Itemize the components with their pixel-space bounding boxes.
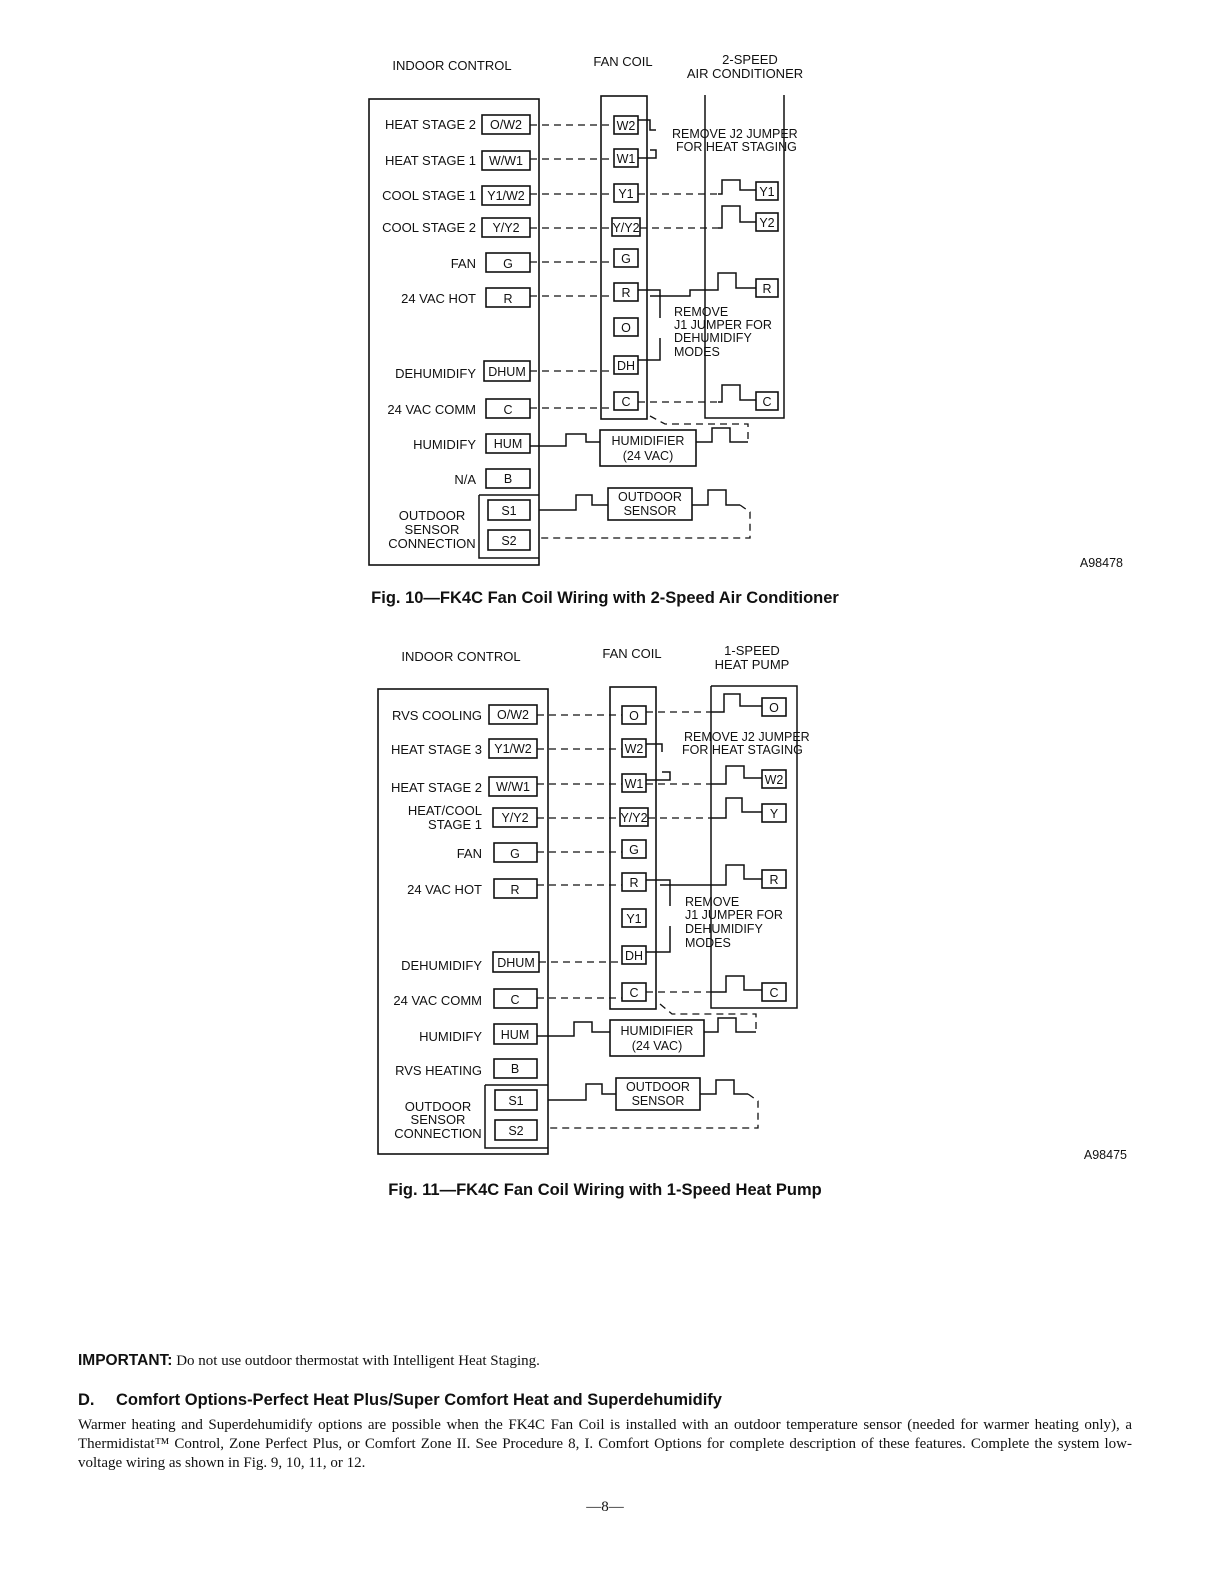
fig11-label-heat-stage-3: HEAT STAGE 3 [390, 742, 482, 757]
fig11-terminal-y-y2: Y/Y2 [501, 811, 529, 825]
fig11-terminal-dhum: DHUM [497, 956, 535, 970]
fig10-fc-terminal-w2: W2 [616, 119, 636, 133]
fig10-label-heat-stage-1: HEAT STAGE 1 [384, 153, 476, 168]
fig10-label-heat-stage-2: HEAT STAGE 2 [384, 117, 476, 132]
fig11-fc-terminal-w1: W1 [624, 777, 644, 791]
fig10-j1-note-line3: DEHUMIDIFY [674, 331, 752, 345]
fig11-header-unit-line1: 1-SPEED [724, 643, 780, 658]
fig11-j1-note-line3: DEHUMIDIFY [685, 922, 763, 936]
fig11-fc-terminal-r: R [629, 876, 639, 890]
comfort-options-paragraph: Warmer heating and Superdehumidify options are possible when the FK4C Fan Coil is installed with an outdoor temperature sensor (needed for warmer heating only), a Thermidistat™ Control, Zone Perfect Plus, or Comfort Zone II. See Procedure 8, I. Comfort Options for complete description of these features. Complete the system low-voltage wiring as shown in Fig. 9, 10, 11, or 12. [78, 1417, 1132, 1471]
fig10-header-indoor-control: INDOOR CONTROL [392, 58, 512, 73]
fig10-outdoor-sensor-line1: OUTDOOR [618, 490, 682, 504]
fig10-humidifier-line1: HUMIDIFIER [611, 434, 685, 448]
fig10-humidifier [530, 428, 748, 466]
fig10-fc-terminal-dh: DH [616, 359, 636, 373]
fig11-label-24vac-comm: 24 VAC COMM [393, 993, 482, 1008]
fig11-unit-terminal-w2: W2 [764, 773, 784, 787]
fig11-terminal-o-w2: O/W2 [497, 708, 529, 722]
fig11-label-rvs-heating: RVS HEATING [395, 1063, 482, 1078]
fig10-unit-terminal-y2: Y2 [759, 216, 775, 230]
fig10-terminal-dhum: DHUM [488, 365, 526, 379]
fig10-j2-note-line1: REMOVE J2 JUMPER [672, 127, 798, 141]
fig11-header-indoor-control: INDOOR CONTROL [401, 649, 521, 664]
fig11-j1-jumper [646, 880, 783, 952]
fig11-label-outdoor: OUTDOOR [404, 1099, 472, 1114]
fig10-unit-terminal-c: C [762, 395, 772, 409]
fig11-humidifier-line1: HUMIDIFIER [620, 1024, 694, 1038]
fig11-header-unit-line2: HEAT PUMP [714, 657, 790, 672]
fig10-code: A98478 [1079, 556, 1123, 570]
fig11-j2-note-line2: FOR HEAT STAGING [682, 743, 803, 757]
fig10-outdoor-sensor [539, 488, 750, 538]
fig10-terminal-g: G [503, 257, 513, 271]
fig10-terminal-s1: S1 [501, 504, 517, 518]
fig10-label-24vac-hot: 24 VAC HOT [401, 291, 476, 306]
fig10-fc-terminal-r: R [621, 286, 631, 300]
fig11-terminal-c: C [510, 993, 520, 1007]
fig11-unit-terminal-o: O [769, 701, 779, 715]
fig11-terminal-g: G [510, 847, 520, 861]
fig10-header-fan-coil: FAN COIL [593, 54, 653, 69]
fig11-j2-note-line1: REMOVE J2 JUMPER [684, 730, 810, 744]
fig10-unit-terminals [650, 180, 778, 410]
section-letter: D. [78, 1391, 95, 1409]
fig11-outdoor-sensor-line2: SENSOR [631, 1094, 685, 1108]
fig11-terminal-s1: S1 [508, 1094, 524, 1108]
fig11-humidifier-line2: (24 VAC) [631, 1039, 683, 1053]
fig11-fc-terminal-w2: W2 [624, 742, 644, 756]
fig10-terminal-y-y2: Y/Y2 [492, 221, 520, 235]
fig10-terminal-c: C [503, 403, 513, 417]
fig11-terminal-hum: HUM [500, 1028, 530, 1042]
fig11-terminal-r: R [510, 883, 520, 897]
fig10-header-unit-line2: AIR CONDITIONER [686, 66, 804, 81]
fig10-fc-terminal-w1: W1 [616, 152, 636, 166]
fig10-label-humidify: HUMIDIFY [413, 437, 476, 452]
fig10-caption: Fig. 10—FK4C Fan Coil Wiring with 2-Speed Air Conditioner [371, 589, 839, 607]
fig11-fc-terminal-y-y2: Y/Y2 [620, 811, 648, 825]
fig10-j2-note-line2: FOR HEAT STAGING [676, 140, 797, 154]
fig10-label-cool-stage-2: COOL STAGE 2 [382, 220, 476, 235]
fig10-terminal-o-w2: O/W2 [490, 118, 522, 132]
fig11-j1-note-line4: MODES [685, 936, 731, 950]
fig11-fc-terminal-c: C [629, 986, 639, 1000]
fig11-label-24vac-hot: 24 VAC HOT [407, 882, 482, 897]
fig11-terminal-w-w1: W/W1 [495, 780, 531, 794]
fig10-label-na: N/A [454, 472, 476, 487]
figure-11-wiring-diagram [0, 630, 1210, 1170]
figure-10-wiring-diagram [0, 0, 1210, 620]
fig10-unit-terminal-y1: Y1 [759, 185, 775, 199]
fig11-label-fan: FAN [456, 846, 482, 861]
fig10-j1-note-line4: MODES [674, 345, 720, 359]
fig10-label-fan: FAN [450, 256, 476, 271]
fig11-fc-terminal-o: O [629, 709, 639, 723]
fig11-humidifier [537, 1018, 756, 1056]
fig11-terminal-b: B [510, 1062, 520, 1076]
fig10-terminal-b: B [503, 472, 513, 486]
fig10-fc-terminal-y1: Y1 [618, 187, 634, 201]
fig10-fc-terminal-c: C [621, 395, 631, 409]
fig10-terminal-y1-w2: Y1/W2 [487, 189, 525, 203]
important-text: Do not use outdoor thermostat with Intelligent Heat Staging. [176, 1353, 540, 1369]
fig11-label-sensor: SENSOR [410, 1112, 466, 1127]
fig11-fc-terminal-y1: Y1 [626, 912, 642, 926]
fig11-label-connection: CONNECTION [394, 1126, 482, 1141]
fig10-fc-terminal-y-y2: Y/Y2 [612, 221, 640, 235]
fig10-j2-jumper [638, 120, 798, 158]
fig11-j1-note-line1: REMOVE [685, 895, 740, 909]
section-d-heading [78, 1391, 722, 1410]
fig11-label-humidify: HUMIDIFY [419, 1029, 482, 1044]
fig11-header-fan-coil: FAN COIL [602, 646, 662, 661]
fig10-label-dehumidify: DEHUMIDIFY [395, 366, 476, 381]
fig10-terminal-r: R [503, 292, 513, 306]
fig10-j1-note-line2: J1 JUMPER FOR [674, 318, 772, 332]
fig10-label-outdoor: OUTDOOR [398, 508, 466, 523]
fig11-outdoor-sensor-line1: OUTDOOR [626, 1080, 690, 1094]
fig10-header-unit-line1: 2-SPEED [722, 52, 778, 67]
fig11-unit-terminal-y: Y [769, 807, 779, 821]
fig10-j1-note-line1: REMOVE [674, 305, 729, 319]
fig11-outdoor-sensor [548, 1078, 758, 1128]
fig10-label-cool-stage-1: COOL STAGE 1 [382, 188, 476, 203]
fig11-unit-terminal-c: C [769, 986, 779, 1000]
fig10-label-connection: CONNECTION [388, 536, 476, 551]
fig11-terminal-y1-w2: Y1/W2 [494, 742, 532, 756]
fig11-label-heat-stage-2: HEAT STAGE 2 [390, 780, 482, 795]
fig10-label-24vac-comm: 24 VAC COMM [387, 402, 476, 417]
fig11-fc-terminal-dh: DH [624, 949, 644, 963]
fig10-terminal-hum: HUM [493, 437, 523, 451]
fig11-label-heat-cool: HEAT/COOL [407, 803, 482, 818]
fig10-terminal-s2: S2 [501, 534, 517, 548]
fig11-label-dehumidify: DEHUMIDIFY [401, 958, 482, 973]
fig10-unit-terminal-r: R [762, 282, 772, 296]
page-number: —8— [586, 1499, 624, 1515]
fig11-fan-coil-terminals [620, 706, 648, 1001]
fig11-label-stage-1: STAGE 1 [428, 817, 482, 832]
fig10-outdoor-sensor-line2: SENSOR [623, 504, 677, 518]
fig10-fan-coil-terminals [612, 116, 640, 410]
fig11-terminal-s2: S2 [508, 1124, 524, 1138]
important-note [78, 1352, 540, 1370]
fig11-code: A98475 [1083, 1148, 1127, 1162]
section-title: Comfort Options-Perfect Heat Plus/Super Comfort Heat and Superdehumidify [116, 1391, 722, 1409]
fig11-unit-terminal-r: R [769, 873, 779, 887]
fig10-humidifier-line2: (24 VAC) [622, 449, 674, 463]
fig11-label-rvs-cooling: RVS COOLING [391, 708, 482, 723]
fig10-label-sensor: SENSOR [404, 522, 460, 537]
fig10-fc-terminal-o: O [621, 321, 631, 335]
fig11-fc-terminal-g: G [629, 843, 639, 857]
fig11-j1-note-line2: J1 JUMPER FOR [685, 908, 783, 922]
important-label: IMPORTANT: [78, 1352, 173, 1369]
fig10-fc-terminal-g: G [621, 252, 631, 266]
fig10-terminal-w-w1: W/W1 [488, 154, 524, 168]
fig11-caption: Fig. 11—FK4C Fan Coil Wiring with 1-Speed Heat Pump [388, 1181, 822, 1199]
